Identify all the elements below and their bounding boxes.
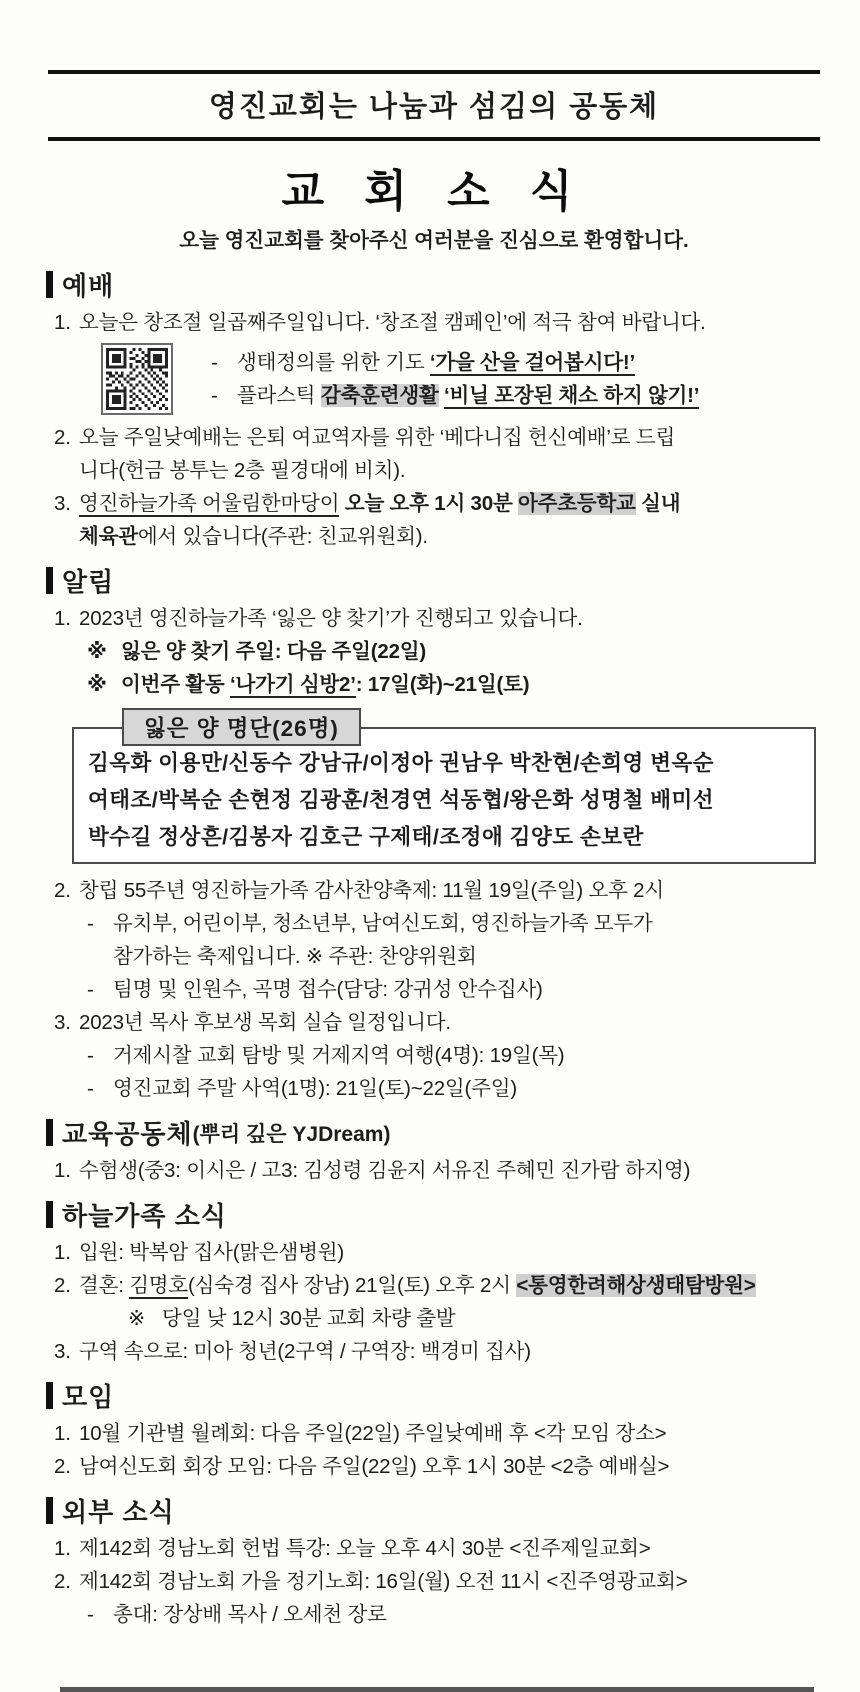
sheep-names-line: 박수길 정상흔/김봉자 김호근 구제태/조정애 김양도 손보란 xyxy=(88,825,644,849)
item-number: 1. xyxy=(54,311,71,334)
notice-note-1: ※ 잃은 양 찾기 주일: 다음 주일(22일) xyxy=(87,640,426,663)
meetings-item-1: 1. 10월 기관별 월례회: 다음 주일(22일) 주일낮예배 후 <각 모임 장소> xyxy=(54,1422,667,1445)
notice-note-2: ※ 이번주 활동 ‘나가기 심방2’: 17일(화)~21일(토) xyxy=(87,673,530,696)
sheep-names-line: 여태조/박복순 손현정 김광훈/천경연 석동협/왕은화 성명철 배미선 xyxy=(88,788,715,812)
section-meetings-heading: 모임 xyxy=(46,1377,822,1414)
notice-item-1: 1. 2023년 영진하늘가족 ‘잃은 양 찾기’가 진행되고 있습니다. xyxy=(54,607,583,630)
qr-code-icon xyxy=(101,343,173,415)
section-bar xyxy=(46,1201,53,1228)
section-external-heading: 외부 소식 xyxy=(46,1492,822,1529)
family-item-2: 2. 결혼: 김명호(심숙경 집사 장남) 21일(토) 오후 2시 <통영한려해상생태탐방원> xyxy=(54,1274,756,1297)
meetings-item-2: 2. 남여신도회 회장 모임: 다음 주일(22일) 오후 1시 30분 <2층 예배실> xyxy=(54,1455,670,1478)
external-item-2a: - 총대: 장상배 목사 / 오세천 장로 xyxy=(87,1603,387,1626)
section-bar xyxy=(46,1119,53,1146)
lost-sheep-box-label: 잃은 양 명단(26명) xyxy=(122,708,361,746)
external-item-1: 1. 제142회 경남노회 헌법 특강: 오늘 오후 4시 30분 <진주제일교회> xyxy=(54,1537,651,1560)
worship-qr-block xyxy=(101,343,822,415)
worship-item-3: 3. 영진하늘가족 어울림한마당이 오늘 오후 1시 30분 아주초등학교 실내 체육관에서 있습니다(주관: 친교위원회). xyxy=(54,492,681,548)
qr-side-lines xyxy=(211,346,699,412)
lost-sheep-box xyxy=(72,716,816,864)
welcome-subtitle: 오늘 영진교회를 찾아주신 여러분을 진심으로 환영합니다. xyxy=(179,229,689,252)
family-item-1: 1. 입원: 박복암 집사(맑은샘병원) xyxy=(54,1241,344,1264)
bottom-rule xyxy=(60,1687,814,1692)
footer-gap xyxy=(46,1631,822,1677)
section-bar xyxy=(46,1497,53,1524)
section-family-heading: 하늘가족 소식 xyxy=(46,1196,822,1233)
qr-code-svg xyxy=(106,348,168,410)
notice-item-3b: - 영진교회 주말 사역(1명): 21일(토)~22일(주일) xyxy=(87,1077,517,1100)
section-worship-heading: 예배 xyxy=(46,266,822,303)
education-item-1: 1. 수험생(중3: 이시은 / 고3: 김성령 김윤지 서유진 주혜민 진가람 하지영) xyxy=(54,1159,691,1182)
notice-item-2b: - 팀명 및 인원수, 곡명 접수(담당: 강귀성 안수집사) xyxy=(87,978,543,1001)
family-item-2-note: ※ 당일 낮 12시 30분 교회 차량 출발 xyxy=(128,1307,456,1330)
external-item-2: 2. 제142회 경남노회 가을 정기노회: 16일(월) 오전 11시 <진주영광교회> xyxy=(54,1570,688,1593)
section-bar xyxy=(46,567,53,594)
notice-item-2a: - 유치부, 어린이부, 청소년부, 남여신도회, 영진하늘가족 모두가 참가하는 축제입니다. ※ 주관: 찬양위원회 xyxy=(87,912,653,968)
worship-sub-2: - 플라스틱 감축훈련생활 ‘비닐 포장된 채소 하지 않기!’ xyxy=(211,384,700,407)
section-notice-heading: 알림 xyxy=(46,562,822,599)
page-title: 교 회 소 식 xyxy=(281,167,587,216)
notice-item-2: 2. 창립 55주년 영진하늘가족 감사찬양축제: 11월 19일(주일) 오후 2시 xyxy=(54,879,664,902)
worship-item-1: 1. 오늘은 창조절 일곱째주일입니다. ‘창조절 캠페인’에 적극 참여 바랍니다. xyxy=(46,306,822,339)
notice-item-3: 3. 2023년 목사 후보생 목회 실습 일정입니다. xyxy=(54,1011,451,1034)
church-motto: 영진교회는 나눔과 섬김의 공동체 xyxy=(208,91,660,123)
section-education-heading: 교육공동체 (뿌리 깊은 YJDream) xyxy=(46,1114,822,1151)
section-bar xyxy=(46,271,53,298)
sheep-names-line: 김옥화 이용만/신동수 강남규/이정아 권남우 박찬현/손희영 변옥순 xyxy=(88,751,715,775)
worship-item-2: 2. 오늘 주일낮예배는 은퇴 여교역자를 위한 ‘베다니집 헌신예배’로 드립 니다(헌금 봉투는 2층 필경대에 비치). xyxy=(54,426,676,482)
lost-sheep-names xyxy=(88,745,802,856)
worship-sub-1: - 생태정의를 위한 기도 ‘가을 산을 걸어봅시다!’ xyxy=(211,351,635,374)
family-item-3: 3. 구역 속으로: 미아 청년(2구역 / 구역장: 백경미 집사) xyxy=(54,1340,531,1363)
notice-item-3a: - 거제시찰 교회 탐방 및 거제지역 여행(4명): 19일(목) xyxy=(87,1044,565,1067)
section-bar xyxy=(46,1382,53,1409)
